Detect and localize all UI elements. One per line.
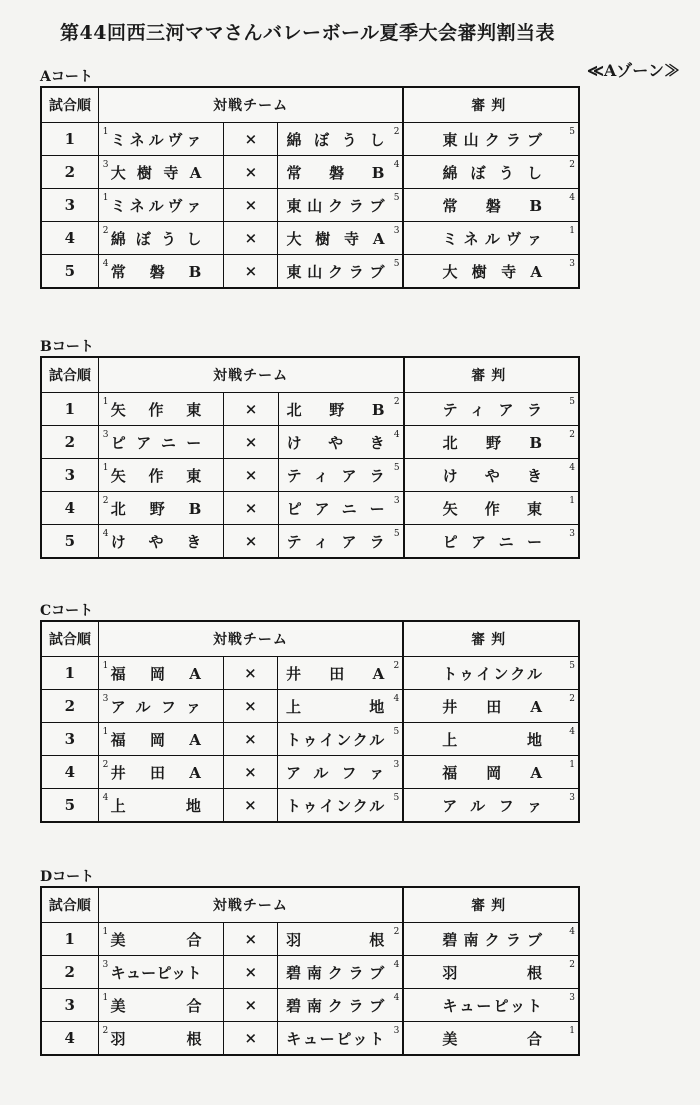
versus-mark: ×: [224, 393, 278, 426]
home-team-number: 1: [102, 661, 109, 671]
match-order: 2: [41, 690, 98, 723]
away-team-name: 北野B: [286, 400, 385, 419]
referee-team-name: 羽根: [442, 963, 542, 982]
home-team-cell: [98, 989, 224, 1022]
home-team-cell: [98, 426, 224, 459]
home-team-name: キューピット: [110, 963, 202, 982]
versus-mark: ×: [224, 1022, 278, 1056]
away-team-number: 4: [393, 694, 400, 704]
header-match: 対戦チーム: [98, 887, 403, 923]
home-team-name: 常磐B: [110, 262, 202, 281]
table-row: [41, 789, 579, 823]
home-team-name: ミネルヴァ: [110, 196, 202, 215]
versus-mark: ×: [224, 123, 278, 156]
match-order: 2: [41, 956, 98, 989]
away-team-name: アルファ: [285, 763, 385, 782]
home-team-cell: [98, 123, 224, 156]
home-team-number: 2: [102, 760, 109, 770]
table-row: [41, 123, 579, 156]
page-title: 第44回西三河ママさんバレーボール夏季大会審判割当表: [60, 22, 556, 44]
away-team-name: 井田A: [285, 664, 385, 683]
referee-team-name: 大樹寺A: [442, 262, 542, 281]
home-team-number: 3: [102, 694, 109, 704]
match-order: 2: [41, 426, 98, 459]
table-header-row: [41, 887, 579, 923]
versus-mark: ×: [224, 923, 278, 956]
away-team-number: 5: [393, 259, 400, 269]
match-order: 1: [41, 657, 98, 690]
table-row: [41, 156, 579, 189]
away-team-cell: [277, 657, 403, 690]
header-order: 試合順: [41, 621, 98, 657]
table-row: [41, 189, 579, 222]
table-row: [41, 690, 579, 723]
away-team-name: ティアラ: [286, 466, 385, 485]
table-header-row: [41, 87, 579, 123]
home-team-cell: [98, 393, 224, 426]
table-row: [41, 222, 579, 255]
match-order: 1: [41, 393, 98, 426]
header-match: 対戦チーム: [98, 87, 403, 123]
match-order: 4: [41, 222, 98, 255]
versus-mark: ×: [224, 956, 278, 989]
referee-team-number: 5: [569, 661, 575, 671]
referee-team-number: 5: [569, 127, 575, 137]
home-team-number: 3: [102, 160, 109, 170]
away-team-name: 東山クラブ: [286, 196, 385, 215]
away-team-cell: [277, 756, 403, 789]
away-team-number: 5: [393, 193, 400, 203]
referee-team-number: 2: [569, 694, 575, 704]
away-team-cell: [277, 723, 403, 756]
away-team-cell: [278, 989, 404, 1022]
away-team-cell: [278, 255, 404, 289]
referee-cell: [403, 123, 579, 156]
away-team-number: 2: [393, 127, 400, 137]
referee-cell: [403, 789, 579, 823]
table-header-row: [41, 357, 579, 393]
referee-cell: [403, 1022, 579, 1056]
referee-team-number: 2: [569, 430, 575, 440]
away-team-name: ピアニー: [286, 499, 385, 518]
referee-team-name: 綿ぼうし: [442, 163, 542, 182]
home-team-cell: [98, 923, 224, 956]
home-team-cell: [98, 255, 224, 289]
header-referee: 審判: [403, 621, 579, 657]
home-team-cell: [98, 156, 224, 189]
home-team-number: 4: [102, 529, 109, 539]
away-team-cell: [278, 189, 404, 222]
away-team-cell: [278, 123, 404, 156]
referee-team-name: ミネルヴァ: [442, 229, 542, 248]
referee-cell: [404, 459, 579, 492]
away-team-name: けやき: [286, 433, 385, 452]
away-team-cell: [278, 492, 403, 525]
away-team-number: 3: [393, 760, 400, 770]
home-team-name: 上地: [110, 796, 201, 815]
away-team-cell: [278, 393, 403, 426]
referee-team-number: 4: [569, 193, 575, 203]
away-team-cell: [278, 525, 403, 559]
court-label: Bコート: [40, 339, 94, 355]
home-team-cell: [98, 492, 224, 525]
referee-team-number: 1: [569, 496, 575, 506]
away-team-number: 4: [393, 960, 400, 970]
home-team-number: 1: [102, 463, 109, 473]
home-team-cell: [98, 459, 224, 492]
referee-team-number: 3: [569, 529, 575, 539]
header-referee: 審判: [404, 357, 579, 393]
away-team-name: 綿ぼうし: [286, 130, 385, 149]
match-order: 3: [41, 723, 98, 756]
table-row: [41, 657, 579, 690]
away-team-number: 5: [393, 463, 400, 473]
table-row: [41, 492, 579, 525]
home-team-number: 2: [102, 1026, 109, 1036]
header-referee: 審判: [403, 887, 579, 923]
referee-team-name: 福岡A: [442, 763, 542, 782]
away-team-number: 5: [393, 529, 400, 539]
referee-cell: [403, 989, 579, 1022]
referee-cell: [403, 723, 579, 756]
home-team-number: 1: [102, 993, 109, 1003]
away-team-name: 碧南クラブ: [286, 996, 385, 1015]
table-row: [41, 459, 579, 492]
away-team-cell: [278, 459, 403, 492]
home-team-number: 4: [102, 259, 109, 269]
versus-mark: ×: [223, 756, 277, 789]
away-team-number: 4: [393, 430, 400, 440]
referee-team-name: けやき: [442, 466, 542, 485]
table-row: [41, 923, 579, 956]
home-team-number: 4: [102, 793, 109, 803]
home-team-cell: [98, 1022, 224, 1056]
referee-cell: [404, 426, 579, 459]
referee-cell: [403, 690, 579, 723]
referee-table: [40, 86, 580, 289]
home-team-name: 福岡A: [110, 664, 201, 683]
away-team-number: 2: [393, 927, 400, 937]
referee-cell: [403, 156, 579, 189]
match-order: 4: [41, 492, 98, 525]
versus-mark: ×: [224, 156, 278, 189]
referee-team-name: 北野B: [442, 433, 542, 452]
referee-team-number: 3: [569, 793, 575, 803]
versus-mark: ×: [224, 525, 278, 559]
match-order: 1: [41, 123, 98, 156]
home-team-number: 3: [102, 430, 109, 440]
away-team-number: 3: [393, 1026, 400, 1036]
table-row: [41, 426, 579, 459]
away-team-name: 大樹寺A: [286, 229, 385, 248]
home-team-name: 大樹寺A: [110, 163, 202, 182]
match-order: 5: [41, 789, 98, 823]
table-row: [41, 956, 579, 989]
away-team-number: 3: [393, 496, 400, 506]
away-team-cell: [278, 1022, 404, 1056]
versus-mark: ×: [224, 255, 278, 289]
match-order: 2: [41, 156, 98, 189]
referee-team-name: ティアラ: [442, 400, 542, 419]
court-section: [40, 68, 580, 289]
header-order: 試合順: [41, 87, 98, 123]
match-order: 5: [41, 525, 98, 559]
court-label: Cコート: [40, 603, 94, 619]
header-referee: 審判: [403, 87, 579, 123]
versus-mark: ×: [223, 723, 277, 756]
table-row: [41, 393, 579, 426]
home-team-cell: [98, 189, 224, 222]
away-team-number: 5: [393, 793, 400, 803]
match-order: 5: [41, 255, 98, 289]
home-team-cell: [98, 956, 224, 989]
versus-mark: ×: [224, 189, 278, 222]
referee-team-name: トゥインクル: [442, 664, 542, 683]
referee-team-number: 4: [569, 727, 575, 737]
home-team-cell: [98, 723, 223, 756]
referee-cell: [403, 189, 579, 222]
table-row: [41, 1022, 579, 1056]
home-team-number: 1: [102, 927, 109, 937]
referee-team-number: 1: [569, 226, 575, 236]
away-team-name: トゥインクル: [285, 730, 385, 749]
header-match: 対戦チーム: [98, 357, 403, 393]
away-team-cell: [278, 956, 404, 989]
court-section: [40, 868, 580, 1056]
referee-team-name: 碧南クラブ: [442, 930, 542, 949]
referee-table: [40, 886, 580, 1056]
home-team-name: アルファ: [110, 697, 201, 716]
away-team-cell: [278, 426, 403, 459]
away-team-cell: [278, 923, 404, 956]
home-team-name: 井田A: [110, 763, 201, 782]
table-row: [41, 989, 579, 1022]
referee-table: [40, 620, 580, 823]
referee-cell: [403, 657, 579, 690]
home-team-name: 矢作東: [110, 466, 202, 485]
header-order: 試合順: [41, 887, 98, 923]
home-team-name: 福岡A: [110, 730, 201, 749]
home-team-name: 羽根: [110, 1029, 202, 1048]
home-team-name: けやき: [110, 532, 202, 551]
home-team-cell: [98, 657, 223, 690]
home-team-name: 矢作東: [110, 400, 202, 419]
referee-team-name: 井田A: [442, 697, 542, 716]
match-order: 1: [41, 923, 98, 956]
match-order: 3: [41, 989, 98, 1022]
versus-mark: ×: [224, 222, 278, 255]
court-label: Dコート: [40, 869, 95, 885]
match-order: 3: [41, 189, 98, 222]
home-team-number: 1: [102, 397, 109, 407]
referee-team-name: キューピット: [442, 996, 542, 1015]
referee-team-name: 美合: [442, 1029, 542, 1048]
referee-cell: [404, 492, 579, 525]
match-order: 4: [41, 756, 98, 789]
away-team-cell: [277, 789, 403, 823]
zone-label: ≪Aゾーン≫: [587, 61, 680, 80]
referee-team-number: 3: [569, 993, 575, 1003]
away-team-number: 5: [393, 727, 400, 737]
home-team-cell: [98, 756, 223, 789]
match-order: 3: [41, 459, 98, 492]
referee-team-number: 3: [569, 259, 575, 269]
match-order: 4: [41, 1022, 98, 1056]
away-team-name: 碧南クラブ: [286, 963, 385, 982]
away-team-number: 2: [393, 397, 400, 407]
referee-team-name: 常磐B: [442, 196, 542, 215]
home-team-number: 2: [102, 226, 109, 236]
away-team-number: 4: [393, 993, 400, 1003]
referee-team-number: 4: [569, 927, 575, 937]
header-order: 試合順: [41, 357, 98, 393]
referee-team-number: 4: [569, 463, 575, 473]
court-section: [40, 602, 580, 823]
referee-table: [40, 356, 580, 559]
home-team-number: 1: [102, 193, 109, 203]
referee-cell: [403, 756, 579, 789]
referee-cell: [403, 956, 579, 989]
home-team-name: ミネルヴァ: [110, 130, 202, 149]
away-team-name: 上地: [285, 697, 385, 716]
referee-cell: [403, 923, 579, 956]
away-team-number: 2: [393, 661, 400, 671]
away-team-name: 東山クラブ: [286, 262, 385, 281]
table-row: [41, 525, 579, 559]
versus-mark: ×: [223, 789, 277, 823]
away-team-name: 羽根: [286, 930, 385, 949]
away-team-name: トゥインクル: [285, 796, 385, 815]
referee-cell: [403, 222, 579, 255]
away-team-name: ティアラ: [286, 532, 385, 551]
referee-cell: [403, 255, 579, 289]
versus-mark: ×: [223, 657, 277, 690]
away-team-cell: [278, 156, 404, 189]
away-team-number: 4: [393, 160, 400, 170]
home-team-name: 北野B: [110, 499, 202, 518]
home-team-cell: [98, 789, 223, 823]
home-team-cell: [98, 525, 224, 559]
away-team-name: 常磐B: [286, 163, 385, 182]
away-team-number: 3: [393, 226, 400, 236]
referee-cell: [404, 393, 579, 426]
versus-mark: ×: [224, 459, 278, 492]
away-team-cell: [278, 222, 404, 255]
home-team-number: 2: [102, 496, 109, 506]
home-team-number: 1: [102, 127, 109, 137]
home-team-name: ピアニー: [110, 433, 202, 452]
versus-mark: ×: [224, 989, 278, 1022]
referee-team-name: 矢作東: [442, 499, 542, 518]
referee-team-number: 5: [569, 397, 575, 407]
away-team-cell: [277, 690, 403, 723]
referee-team-name: アルファ: [442, 796, 542, 815]
table-row: [41, 756, 579, 789]
home-team-number: 3: [102, 960, 109, 970]
table-row: [41, 255, 579, 289]
versus-mark: ×: [223, 690, 277, 723]
referee-cell: [404, 525, 579, 559]
home-team-cell: [98, 222, 224, 255]
home-team-name: 綿ぼうし: [110, 229, 202, 248]
referee-team-number: 2: [569, 960, 575, 970]
header-match: 対戦チーム: [98, 621, 403, 657]
versus-mark: ×: [224, 426, 278, 459]
referee-team-name: 東山クラブ: [442, 130, 542, 149]
away-team-name: キューピット: [286, 1029, 385, 1048]
court-label: Aコート: [40, 69, 93, 85]
referee-team-name: ピアニー: [442, 532, 542, 551]
referee-team-number: 1: [569, 760, 575, 770]
versus-mark: ×: [224, 492, 278, 525]
table-header-row: [41, 621, 579, 657]
table-row: [41, 723, 579, 756]
referee-team-number: 2: [569, 160, 575, 170]
court-section: [40, 338, 580, 559]
referee-team-name: 上地: [442, 730, 542, 749]
home-team-name: 美合: [110, 930, 202, 949]
home-team-number: 1: [102, 727, 109, 737]
home-team-name: 美合: [110, 996, 202, 1015]
home-team-cell: [98, 690, 223, 723]
referee-team-number: 1: [569, 1026, 575, 1036]
